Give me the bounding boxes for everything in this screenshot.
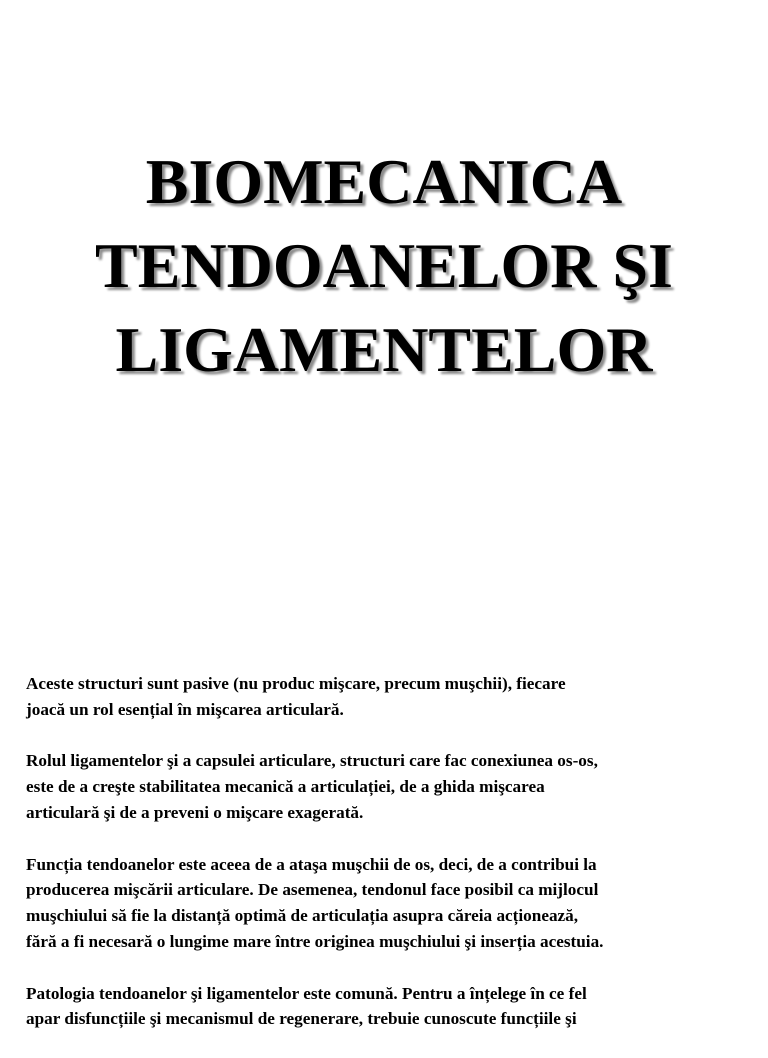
title-line-2: TENDOANELOR ŞI [95, 230, 673, 301]
paragraph-ligaments [26, 748, 746, 825]
paragraph-pathology [26, 981, 746, 1033]
paragraph-tendons [26, 852, 746, 955]
document-title [0, 140, 768, 392]
text-line: fără a fi necesară o lungime mare între originea muşchiului şi inserția acestuia. [26, 931, 604, 951]
text-line: articulară şi de a preveni o mişcare exagerată. [26, 802, 364, 822]
text-line: muşchiului să fie la distanță optimă de articulația asupra căreia acționează, [26, 906, 579, 926]
text-line: Rolul ligamentelor şi a capsulei articulare, structuri care fac conexiunea os-os, [26, 751, 598, 771]
text-line: Aceste structuri sunt pasive (nu produc mişcare, precum muşchii), fiecare [26, 674, 566, 693]
text-line: apar disfuncțiile şi mecanismul de regenerare, trebuie cunoscute funcțiile şi [26, 1009, 577, 1029]
title-line-1: BIOMECANICA [145, 146, 623, 217]
text-line: este de a creşte stabilitatea mecanică a articulației, de a ghida mişcarea [26, 777, 545, 797]
text-line: Patologia tendoanelor şi ligamentelor este comună. Pentru a înțelege în ce fel [26, 983, 587, 1003]
text-line: producerea mişcării articulare. De asemenea, tendonul face posibil ca mijlocul [26, 880, 599, 900]
title-line-3: LIGAMENTELOR [115, 314, 653, 385]
text-line: Funcția tendoanelor este aceea de a ataşa muşchii de os, deci, de a contribui la [26, 854, 597, 874]
document-body [26, 671, 746, 1058]
paragraph-intro [26, 671, 746, 723]
text-line: joacă un rol esențial în mişcarea articulară. [26, 699, 344, 719]
